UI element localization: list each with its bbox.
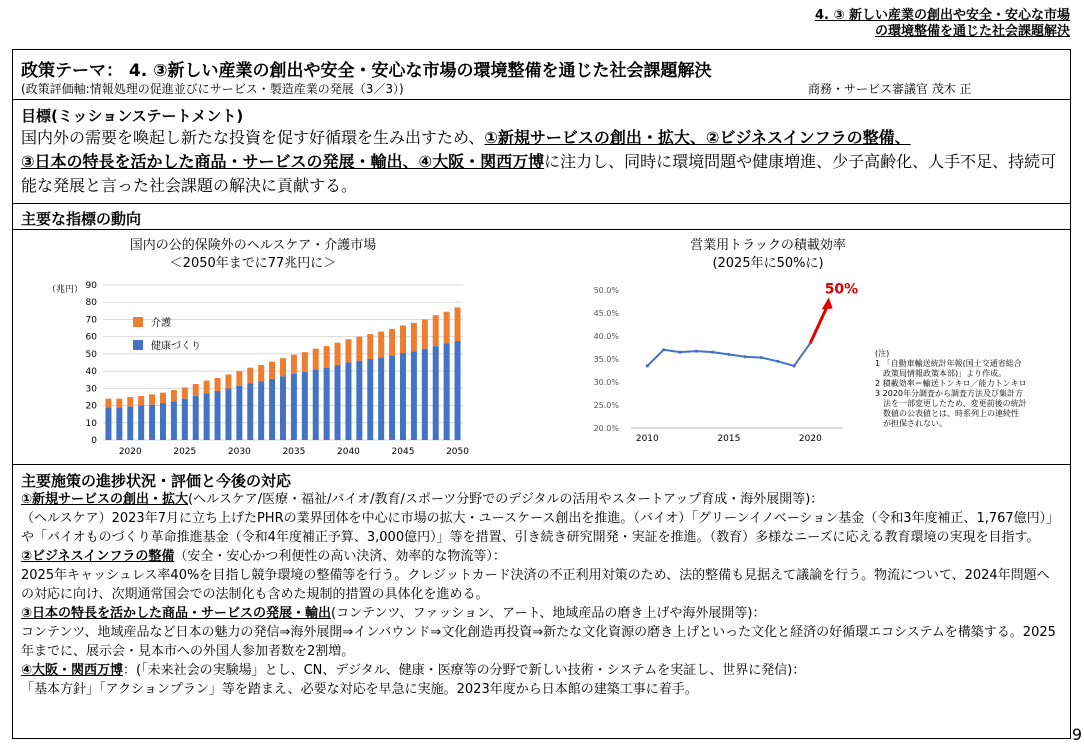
bar-segment bbox=[345, 363, 351, 441]
y-axis-label: （兆円） bbox=[47, 285, 84, 295]
bar-segment bbox=[389, 329, 395, 356]
x-tick-label: 2050 bbox=[446, 447, 469, 457]
legend-label: 健康づくり bbox=[151, 341, 201, 352]
data-point bbox=[662, 348, 665, 351]
x-tick-label: 2045 bbox=[391, 447, 415, 457]
page-number: 9 bbox=[1071, 725, 1082, 744]
chart-notes bbox=[875, 349, 1065, 429]
x-tick-label: 2015 bbox=[717, 434, 741, 444]
legend-swatch bbox=[133, 317, 143, 327]
bar-segment bbox=[378, 357, 384, 440]
bar-segment bbox=[193, 384, 199, 396]
bar-segment bbox=[291, 374, 297, 440]
progress-item-1-scope: (ヘルスケア/医療・福祉/バイオ/教育/スポーツ分野でのデジタルの活用やスタートアップ育成・海外展開等)： bbox=[188, 492, 824, 507]
bar-segment bbox=[116, 399, 122, 408]
bar-segment bbox=[160, 393, 166, 403]
bar-segment bbox=[335, 365, 341, 440]
x-tick-label: 2020 bbox=[798, 434, 822, 444]
goal-heading: 目標(ミッションステートメント) bbox=[21, 107, 244, 125]
bar-segment bbox=[247, 383, 253, 440]
y-tick-label: 0 bbox=[91, 436, 97, 446]
data-point bbox=[646, 364, 649, 367]
data-point bbox=[744, 355, 747, 358]
goal-section bbox=[13, 100, 1070, 204]
progress-item-1-title: ①新規サービスの創出・拡大 bbox=[21, 492, 189, 507]
bar-segment bbox=[356, 337, 362, 361]
x-tick-label: 2010 bbox=[635, 434, 659, 444]
y-tick-label: 25.0% bbox=[593, 401, 619, 410]
progress-item-1-heading bbox=[21, 490, 1061, 509]
bar-segment bbox=[356, 361, 362, 440]
bar-segment bbox=[149, 394, 155, 404]
bar-segment bbox=[378, 332, 384, 358]
section-header-line2: の環境整備を通じた社会課題解決 bbox=[874, 24, 1070, 39]
bar-segment bbox=[280, 358, 286, 376]
y-tick-label: 35.0% bbox=[593, 355, 619, 364]
bar-segment bbox=[455, 307, 461, 341]
progress-item-4-heading bbox=[21, 661, 1061, 680]
note-line: 政策局情報政策本部)」より作成。 bbox=[875, 369, 1007, 378]
bar-segment bbox=[215, 391, 221, 440]
bar-segment bbox=[204, 381, 210, 394]
y-tick-label: 70 bbox=[85, 315, 97, 326]
bar-segment bbox=[422, 349, 428, 440]
progress-heading: 主要施策の進捗状況・評価と今後の対応 bbox=[21, 472, 292, 490]
main-frame bbox=[12, 49, 1071, 739]
progress-item-4-title: ④大阪・関西万博 bbox=[21, 663, 124, 678]
note-line: (注) bbox=[875, 349, 890, 358]
theme-owner: 商務・サービス審議官 茂木 正 bbox=[808, 82, 972, 96]
indicators-heading-row bbox=[13, 204, 1070, 230]
data-point bbox=[760, 356, 763, 359]
x-tick-label: 2040 bbox=[337, 447, 360, 457]
y-tick-label: 80 bbox=[85, 298, 97, 309]
progress-item-3-scope: (コンテンツ、ファッション、アート、地域産品の磨き上げや海外展開等)： bbox=[331, 606, 766, 621]
x-tick-label: 2035 bbox=[282, 447, 306, 457]
data-point bbox=[695, 350, 698, 353]
chart2-subtitle: (2025年に50%に) bbox=[712, 256, 824, 271]
y-tick-label: 45.0% bbox=[593, 309, 619, 318]
bar-segment bbox=[171, 401, 177, 440]
data-point bbox=[776, 360, 779, 363]
bar-segment bbox=[280, 376, 286, 440]
bar-segment bbox=[193, 396, 199, 440]
progress-item-2-title: ②ビジネスインフラの整備 bbox=[21, 549, 175, 564]
data-point bbox=[792, 364, 795, 367]
y-tick-label: 50 bbox=[85, 349, 97, 360]
progress-item-4-scope: ：(「未来社会の実験場」とし、CN、デジタル、健康・医療等の分野で新しい技術・システムを実証し、世界に発信)： bbox=[123, 663, 806, 678]
progress-item-3-heading bbox=[21, 604, 1061, 623]
bar-segment bbox=[105, 399, 111, 408]
bar-segment bbox=[313, 369, 319, 440]
target-arrow-shaft bbox=[810, 308, 826, 343]
theme-title: 政策テーマ： 4. ③新しい産業の創出や安全・安心な市場の環境整備を通じた社会課題解決 bbox=[21, 61, 712, 81]
data-point bbox=[678, 351, 681, 354]
x-tick-label: 2020 bbox=[118, 447, 142, 457]
x-tick-label: 2030 bbox=[227, 447, 251, 457]
bar-segment bbox=[138, 406, 144, 440]
chart2-title: 営業用トラックの積載効率 bbox=[690, 238, 846, 253]
bar-segment bbox=[269, 379, 275, 440]
goal-text-2: に注力し、同時に環境問題や健康増進、少子高齢化、人手不足、持続可能な発展と言った社会課題の解決に貢献する。 bbox=[21, 152, 1057, 195]
bar-segment bbox=[127, 397, 133, 406]
progress-item-2-body: 2025年キャッシュレス率40%を目指し競争環境の整備等を行う。クレジットカード決済の不正利用対策のため、法的整備も見据えて議論を行う。物流について、2024年問題への対応に向け、次期通常国会での法制化も含めた規制的措置の具体化を進める。 bbox=[21, 568, 1050, 602]
progress-item-2-scope: （安全・安心かつ利便性の高い決済、効率的な物流等）： bbox=[174, 549, 506, 564]
bar-segment bbox=[444, 344, 450, 440]
bar-segment bbox=[160, 403, 166, 440]
bar-segment bbox=[302, 352, 308, 372]
bar-segment bbox=[324, 368, 330, 440]
note-line: 法を一部変更したため、変更前後の統計 bbox=[875, 399, 1027, 408]
y-tick-label: 30.0% bbox=[593, 378, 619, 387]
bar-segment bbox=[335, 343, 341, 365]
bar-segment bbox=[367, 334, 373, 359]
healthcare-market-chart bbox=[33, 252, 473, 462]
legend-swatch bbox=[133, 340, 143, 350]
legend-label: 介護 bbox=[151, 318, 171, 329]
bar-segment bbox=[444, 312, 450, 344]
data-point bbox=[711, 351, 714, 354]
theme-subtitle: (政策評価軸:情報処理の促進並びにサービス・製造産業の発展（3／3）) bbox=[21, 82, 404, 96]
bar-segment bbox=[433, 346, 439, 440]
target-label: 50% bbox=[824, 281, 859, 298]
bar-segment bbox=[116, 407, 122, 440]
progress-body bbox=[21, 490, 1061, 699]
section-header bbox=[815, 8, 1070, 40]
bar-segment bbox=[138, 396, 144, 405]
bar-segment bbox=[105, 407, 111, 440]
note-line: 3 2020年分調査から調査方法及び集計方 bbox=[875, 389, 1023, 398]
bar-segment bbox=[400, 325, 406, 353]
progress-item-3-body: コンテンツ、地域産品など日本の魅力の発信⇒海外展開⇒インバウンド⇒文化創造再投資⇒新たな文化資源の磨き上げといった文化と経済の好循環エコシステムを構築する。2025年までに、展示会・見本市への外国人参加者数を2割増。 bbox=[21, 625, 1056, 659]
bar-segment bbox=[258, 381, 264, 440]
bar-segment bbox=[302, 372, 308, 440]
bar-segment bbox=[345, 339, 351, 362]
bar-segment bbox=[324, 346, 330, 368]
note-line: 2 積載効率＝輸送トンキロ／能力トンキロ bbox=[875, 379, 1027, 388]
bar-segment bbox=[225, 375, 231, 389]
note-line: 1 「自動車輸送統計年報(国土交通省総合 bbox=[875, 359, 1022, 368]
bar-segment bbox=[171, 390, 177, 401]
data-point bbox=[727, 353, 730, 356]
y-tick-label: 90 bbox=[85, 281, 97, 291]
progress-item-2-heading bbox=[21, 547, 1061, 566]
goal-underline-1: ①新規サービスの創出・拡大、②ビジネスインフラの整備、 bbox=[484, 128, 911, 147]
bar-segment bbox=[182, 399, 188, 440]
bar-segment bbox=[411, 323, 417, 351]
y-tick-label: 50.0% bbox=[593, 286, 619, 295]
bar-segment bbox=[236, 371, 242, 386]
bar-segment bbox=[433, 315, 439, 346]
section-header-line1: 4. ③ 新しい産業の創出や安全・安心な市場 bbox=[814, 8, 1070, 23]
target-arrow-head bbox=[822, 298, 833, 310]
bar-segment bbox=[411, 351, 417, 440]
bar-segment bbox=[225, 388, 231, 440]
y-tick-label: 10 bbox=[85, 418, 97, 429]
y-tick-label: 20 bbox=[85, 401, 97, 412]
progress-item-3-title: ③日本の特長を活かした商品・サービスの発展・輸出 bbox=[21, 606, 332, 621]
goal-text-1: 国内外の需要を喚起し新たな投資を促す好循環を生み出すため、 bbox=[21, 128, 485, 147]
y-tick-label: 20.0% bbox=[593, 424, 619, 433]
y-tick-label: 30 bbox=[85, 384, 97, 395]
truck-efficiency-chart bbox=[573, 256, 873, 456]
bar-segment bbox=[455, 341, 461, 440]
bar-segment bbox=[313, 349, 319, 370]
bar-segment bbox=[258, 365, 264, 381]
goal-body bbox=[21, 126, 1065, 198]
progress-section bbox=[13, 465, 1070, 740]
bar-segment bbox=[215, 378, 221, 391]
bar-segment bbox=[149, 405, 155, 440]
bar-segment bbox=[127, 406, 133, 440]
x-tick-label: 2025 bbox=[173, 447, 197, 457]
chart1-subtitle: ＜2050年までに77兆円に＞ bbox=[169, 256, 337, 271]
bar-segment bbox=[291, 355, 297, 374]
indicators-charts bbox=[13, 230, 1070, 465]
progress-item-1-body: （ヘルスケア）2023年7月に立ち上げたPHRの業界団体を中心に市場の拡大・ユースケース創出を推進。（バイオ）「グリーンイノベーション基金（令和3年度補正、1,767億円）」や「バイオものづくり革命推進基金（令和4年度補正予算、3,000億円）」等を措置、引き続き研究開発・実証を推進。（教育）多様なニーズに応える教育環境の実現を目指す。 bbox=[21, 511, 1060, 545]
bar-segment bbox=[400, 353, 406, 440]
y-tick-label: 40.0% bbox=[593, 332, 619, 341]
bar-segment bbox=[204, 394, 210, 441]
bar-segment bbox=[389, 356, 395, 440]
y-tick-label: 40 bbox=[85, 367, 97, 378]
chart1-title: 国内の公的保険外のヘルスケア・介護市場 bbox=[129, 238, 377, 253]
bar-segment bbox=[236, 386, 242, 440]
goal-underline-2: ③日本の特長を活かした商品・サービスの発展・輸出、④大阪・関西万博 bbox=[21, 152, 545, 171]
progress-item-4-body: 「基本方針」「アクションプラン」等を踏まえ、必要な対応を早急に実施。2023年度から日本館の建築工事に着手。 bbox=[21, 682, 698, 697]
note-line: 数値の公表値とは、時系列上の連続性 bbox=[875, 409, 1019, 418]
bar-segment bbox=[182, 387, 188, 398]
indicators-heading: 主要な指標の動向 bbox=[21, 210, 142, 228]
bar-segment bbox=[367, 359, 373, 440]
theme-section bbox=[13, 50, 1070, 100]
note-line: が担保されない。 bbox=[875, 419, 947, 428]
bar-segment bbox=[269, 362, 275, 379]
y-tick-label: 60 bbox=[85, 332, 97, 343]
bar-segment bbox=[422, 319, 428, 348]
bar-segment bbox=[247, 368, 253, 384]
